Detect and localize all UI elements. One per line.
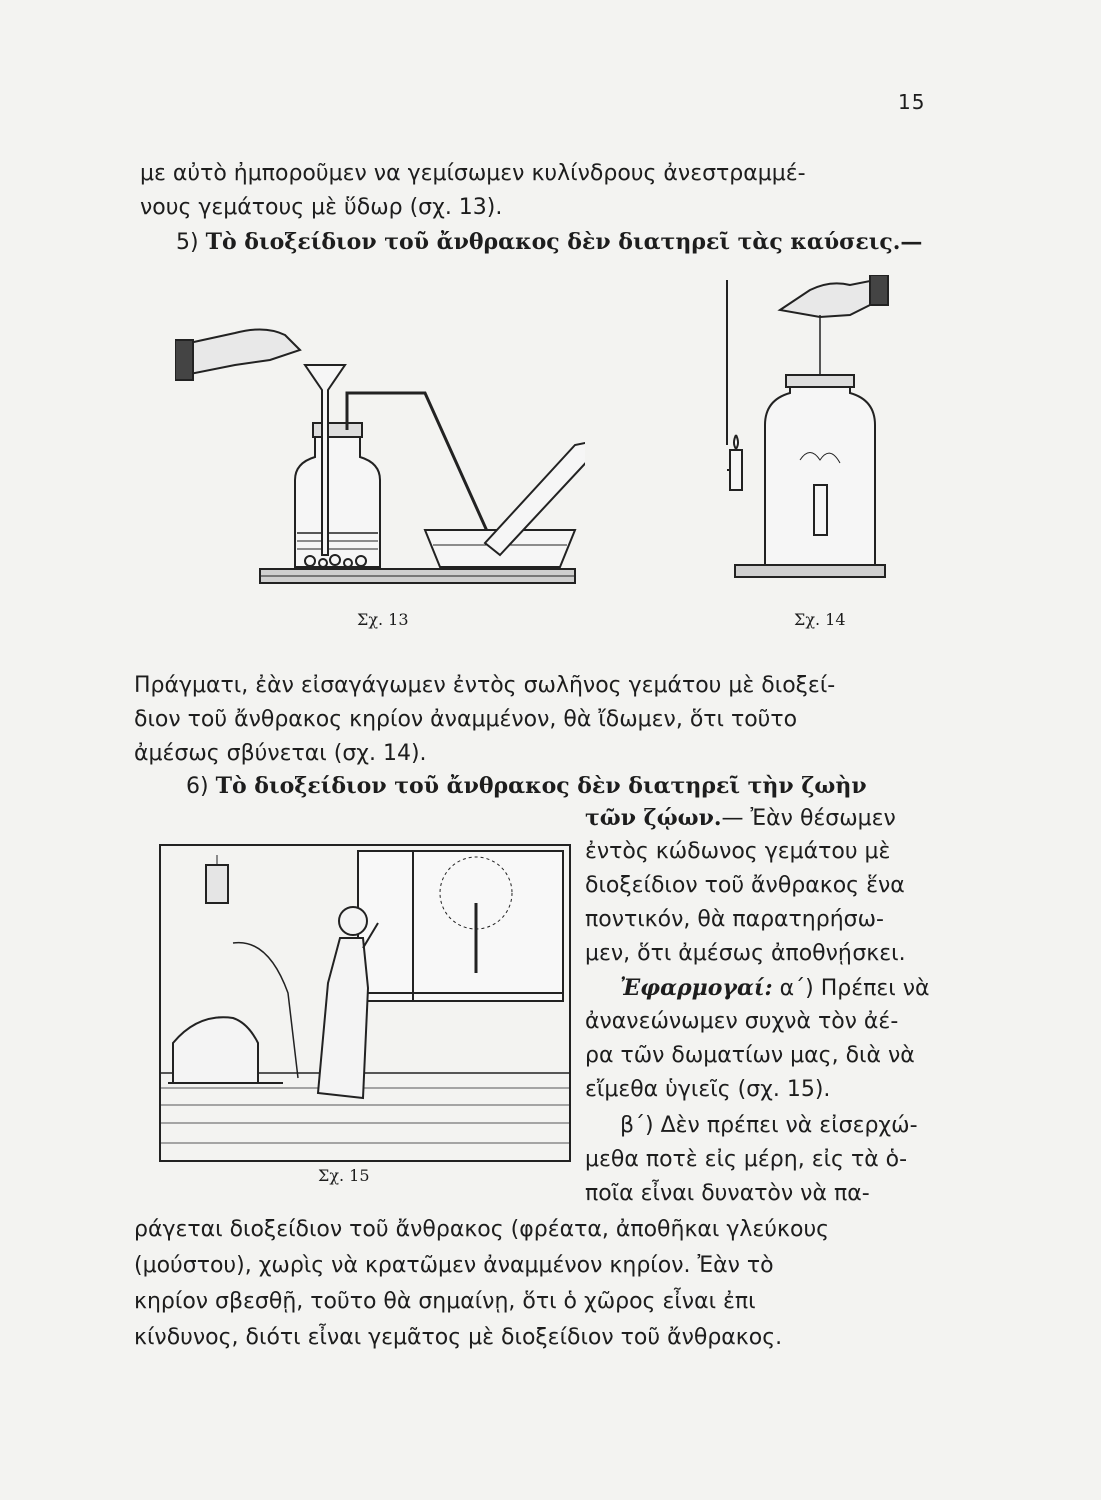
paragraph-1-line-1: με αὐτὸ ἠμποροῦμεν να γεμίσωμεν κυλίνδρους ἀνεστραμμέ- xyxy=(140,161,806,186)
figure-14 xyxy=(710,275,910,595)
paragraph-3-line-4: μεν, ὅτι ἀμέσως ἀποθνῄσκει. xyxy=(585,941,906,966)
paragraph-3-line-5 xyxy=(620,974,930,1003)
figure-13-caption: Σχ. 13 xyxy=(357,610,409,629)
applications-text: α΄) Πρέπει νὰ xyxy=(772,976,930,1001)
heading-6-line-2 xyxy=(585,804,896,833)
figure-14-illustration xyxy=(710,275,910,595)
heading-6-continuation: — Ἐὰν θέσωμεν xyxy=(721,806,896,831)
paragraph-2-line-1: Πράγματι, ἐὰν εἰσαγάγωμεν ἐντὸς σωλῆνος γεμάτου μὲ διοξεί- xyxy=(134,673,836,698)
paragraph-4-line-2: (μούστου), χωρὶς νὰ κρατῶμεν ἀναμμένον κηρίον. Ἐὰν τὸ xyxy=(134,1253,774,1278)
heading-6-text: Τὸ διοξείδιον τοῦ ἄνθρακος δὲν διατηρεῖ τὴν ζωὴν xyxy=(215,773,867,799)
paragraph-3-line-2: διοξείδιον τοῦ ἄνθρακος ἕνα xyxy=(585,873,905,898)
figure-15-caption: Σχ. 15 xyxy=(318,1166,370,1185)
paragraph-2-line-2: διον τοῦ ἄνθρακος κηρίον ἀναμμένον, θὰ ἴδωμεν, ὅτι τοῦτο xyxy=(134,707,798,732)
heading-5 xyxy=(176,228,922,257)
paragraph-3-line-3: ποντικόν, θὰ παρατηρήσω- xyxy=(585,907,884,932)
paragraph-3-line-11: ποῖα εἶναι δυνατὸν νὰ πα- xyxy=(585,1181,870,1206)
paragraph-3-line-8: εἴμεθα ὑγιεῖς (σχ. 15). xyxy=(585,1077,831,1102)
paragraph-4-line-1: ράγεται διοξείδιον τοῦ ἄνθρακος (φρέατα, ἀποθῆκαι γλεύκους xyxy=(134,1217,830,1242)
paragraph-3-line-6: ἀνανεώνωμεν συχνὰ τὸν ἀέ- xyxy=(585,1009,899,1034)
paragraph-3-line-1: ἐντὸς κώδωνος γεμάτου μὲ xyxy=(585,839,891,864)
heading-6-number: 6) xyxy=(186,774,209,799)
figure-15-illustration xyxy=(158,843,572,1163)
heading-6-line-1 xyxy=(186,772,867,801)
paragraph-3-line-7: ρα τῶν δωματίων μας, διὰ νὰ xyxy=(585,1043,915,1068)
paragraph-4-line-4: κίνδυνος, διότι εἶναι γεμᾶτος μὲ διοξείδιον τοῦ ἄνθρακος. xyxy=(134,1325,783,1350)
paragraph-4-line-3: κηρίον σβεσθῇ, τοῦτο θὰ σημαίνῃ, ὅτι ὁ χῶρος εἶναι ἐπι xyxy=(134,1289,756,1314)
page-number: 15 xyxy=(898,90,926,114)
paragraph-3-line-10: μεθα ποτὲ εἰς μέρη, εἰς τὰ ὁ- xyxy=(585,1147,908,1172)
paragraph-3-line-9: β΄) Δὲν πρέπει νὰ εἰσερχώ- xyxy=(620,1113,918,1138)
figure-13 xyxy=(175,305,585,590)
applications-label: Ἐφαρμογαί: xyxy=(620,975,773,1001)
paragraph-2-line-3: ἀμέσως σβύνεται (σχ. 14). xyxy=(134,741,427,766)
paragraph-1-line-2: νους γεμάτους μὲ ὕδωρ (σχ. 13). xyxy=(140,195,503,220)
figure-14-caption: Σχ. 14 xyxy=(794,610,846,629)
figure-13-illustration xyxy=(175,305,585,590)
heading-5-number: 5) xyxy=(176,230,199,255)
heading-6-text-2: τῶν ζῴων. xyxy=(585,805,722,831)
heading-5-text: Τὸ διοξείδιον τοῦ ἄνθρακος δὲν διατηρεῖ τὰς καύσεις.— xyxy=(205,229,923,255)
figure-15 xyxy=(158,843,572,1163)
